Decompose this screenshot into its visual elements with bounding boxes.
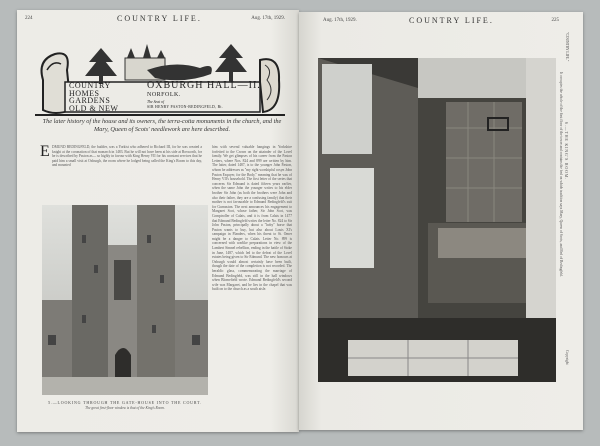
- left-page: [17, 10, 299, 432]
- issue-date: Aug. 17th, 1929.: [323, 18, 357, 23]
- running-title: COUNTRY LIFE.: [117, 14, 202, 23]
- kings-room-illustration: [318, 58, 556, 382]
- copyright-label: Copyright: [565, 350, 569, 365]
- series-title-line: HOMES: [69, 88, 100, 98]
- photo-caption: 6.—THE KING'S ROOM.: [564, 122, 569, 180]
- running-title: COUNTRY LIFE.: [409, 16, 494, 25]
- photo-credit: "COUNTRY LIFE.": [565, 32, 569, 62]
- body-text-column-1: DMUND BEDINGFELD, the builder, was a Yorkist who adhered to Richard III, for he was created a knight at the coronation of that monarch in 1483. But he will not have been at his side at Bosworth, for he is described by Paston as— so highly in favour with King Henry VII for his constant services that he paid him a small visit at Oxburgh, the room where he lodged being called the King's Room to this day, and mounted: [52, 145, 202, 168]
- article-title: OXBURGH HALL—II.: [147, 80, 261, 91]
- article-intro: The later history of the house and its owners, the terra-cotta monuments in the church, and the Mary, Queen of Scots' needlework are here described.: [42, 118, 282, 133]
- owner-name: SIR HENRY PASTON-BEDINGFELD, Bt.: [147, 105, 224, 109]
- gatehouse-illustration: [42, 205, 208, 395]
- article-county: NORFOLK.: [147, 92, 181, 98]
- series-title-line: GARDENS: [69, 96, 111, 105]
- series-title-line: OLD & NEW: [69, 103, 119, 113]
- page-number: 225: [551, 18, 559, 23]
- drop-cap: E: [40, 143, 50, 160]
- issue-date: Aug. 17th, 1929.: [251, 16, 285, 21]
- seat-of-label: The Seat of: [147, 100, 165, 104]
- body-text-column-2: him with several valuable hangings in Yorkshire forfeited to the Crown on the attainder of the Lovel family. We get glimpses of his career from the Paston Letters, where Nos. 824 and 899 are written by him. The latter, dated 1487, is to the younger John Paston, whom he addresses as "my right worshipful cosyn John Paston Esquyer, for the Body," meaning that he was of Henry VII's household. The first letter of the series that concerns Sir Edmund is dated fifteen years earlier, when the same John the younger writes to his elder brother Sir John (as both the brothers were John and also their father, they are a confusing family) that their mother is not favourable to Edmund Bedingfeld's suit for Gurnaston. The next announces his engagement to Margaret Scot, whose father, Sir John Scot, was Comptroller of Calais, and it is from Calais in 1477 that Edmund Bedingfeld writes the letter No. 824 to Sir John Paston, principally about a "hoby" horse that Paston wants to buy, but also about Louis XI's campaign in Flanders, when his threat to St. Omer might be a danger to Calais. Letter No. 899 is concerned with warlike preparations in view of the Lambert Simnel rebellion, ending in the battle of Stoke in June, 1487, which led to the defeat of the Lovel estates being given to Sir Edmund. The new honours at Oxburgh would almost certainly have been built, though the date of the completion is not recorded. The heraldic glass, commemorating the marriage of Edmund Bedingfeld, was still in the hall windows when Blomefield wrote. Edmund Bedingfeld's second wife was Margaret, and he lies in the chapel that was built on to the church as a south aisle.: [212, 145, 292, 292]
- series-title-line: COUNTRY: [69, 81, 111, 90]
- article-banner: [35, 40, 285, 118]
- photo-subcaption: The great first-floor window is that of the King's Room.: [85, 406, 165, 410]
- photo-caption: 5.—LOOKING THROUGH THE GATE-HOUSE INTO THE COURT.: [48, 400, 202, 405]
- photo-subcaption: It occupies the whole of the first floor of the tower and contains the bed on which tradition says Mary, Queen of Scots, and Bed of Bedingfeld.: [559, 72, 563, 277]
- right-page: [299, 12, 583, 430]
- page-number: 224: [25, 16, 33, 21]
- kings-room-photo: [318, 58, 556, 382]
- gatehouse-photo: [42, 205, 208, 395]
